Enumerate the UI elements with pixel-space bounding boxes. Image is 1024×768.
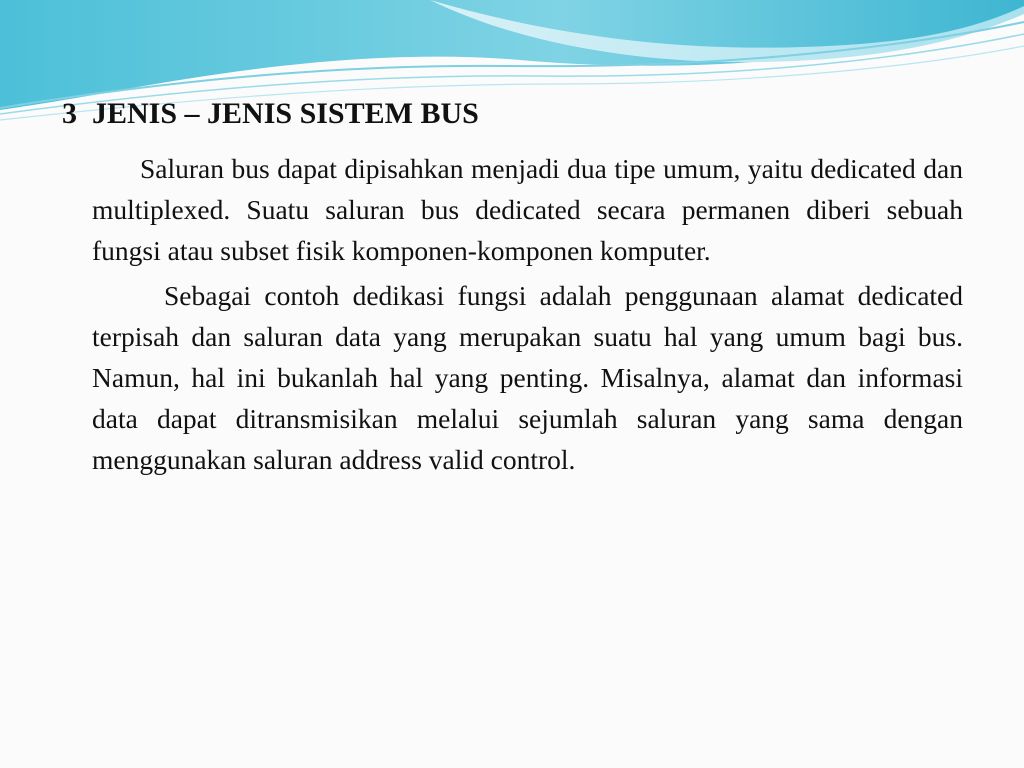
paragraph-2: Sebagai contoh dedikasi fungsi adalah penggunaan alamat dedicated terpisah dan saluran data yang merupakan suatu hal yang umum bagi bus. Namun, hal ini bukanlah hal yang penting. Misalnya, alamat dan informasi data dapat ditransmisikan melalui sejumlah saluran yang sama dengan menggunakan saluran address valid control. xyxy=(92,280,963,475)
slide-title: 3 JENIS – JENIS SISTEM BUS xyxy=(62,97,479,130)
slide-body xyxy=(92,148,963,484)
paragraph-1: Saluran bus dapat dipisahkan menjadi dua tipe umum, yaitu dedicated dan multiplexed. Suatu saluran bus dedicated secara permanen diberi sebuah fungsi atau subset fisik komponen-komponen komputer. xyxy=(92,153,963,266)
